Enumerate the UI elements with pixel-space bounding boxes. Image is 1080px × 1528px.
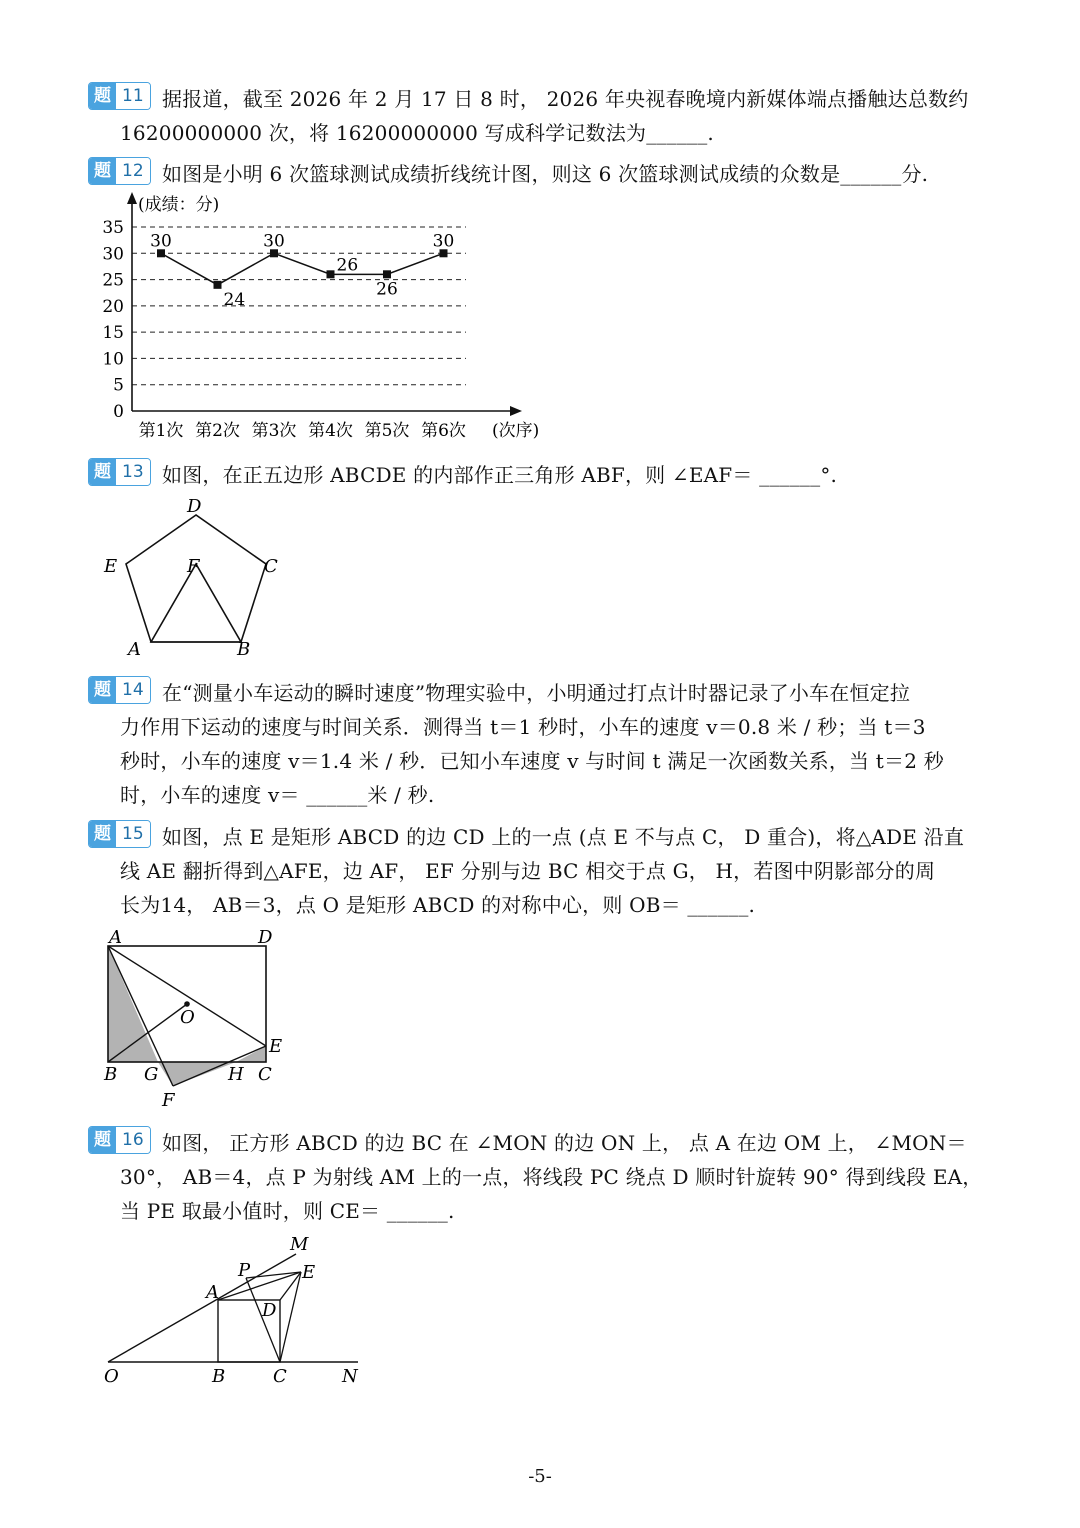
label-N: N — [342, 1366, 358, 1387]
pentagon-figure — [96, 492, 296, 662]
square-angle-figure — [96, 1230, 376, 1390]
label-O: O — [104, 1366, 119, 1387]
rectangle-fold-figure — [96, 922, 316, 1112]
y-tick-label: 35 — [102, 218, 124, 238]
label-O: O — [180, 1007, 195, 1028]
label-D: D — [187, 496, 202, 517]
label-E: E — [269, 1036, 283, 1057]
data-label: 24 — [223, 289, 246, 310]
label-A: A — [109, 927, 122, 948]
question-text: 如图，点 E 是矩形 ABCD 的边 CD 上的一点 (点 E 不与点 C， D 重合)，将△ADE 沿直 线 AE 翻折得到△AFE，边 AF， EF 分别与边 BC 相交于点 G， H，若图中阴影部分的周 长为14， AB＝3，点 O 是矩形 ABCD 的对称中心，则 OB＝ ______. — [120, 825, 965, 917]
question-tag: 题 11 — [88, 82, 151, 110]
y-tick-label: 0 — [113, 402, 124, 422]
label-B: B — [104, 1064, 118, 1085]
label-A: A — [128, 639, 141, 660]
label-C: C — [273, 1366, 287, 1387]
x-tick-label: 第5次 — [364, 421, 410, 441]
data-point — [214, 281, 222, 289]
data-label: 30 — [263, 231, 285, 252]
y-tick-label: 20 — [102, 296, 124, 317]
page-number: -5- — [528, 1466, 552, 1487]
question-tag: 题 14 — [88, 676, 151, 704]
data-label: 30 — [150, 231, 172, 252]
y-tick-label: 25 — [102, 270, 124, 291]
label-F: F — [187, 556, 200, 577]
label-D: D — [258, 927, 273, 948]
x-tick-label: 第3次 — [251, 421, 297, 441]
data-label: 30 — [432, 231, 455, 252]
question-tag: 题 12 — [88, 157, 151, 185]
question-tag: 题 13 — [88, 458, 151, 486]
label-G: G — [144, 1064, 159, 1085]
label-D: D — [262, 1300, 277, 1321]
question-tag: 题 15 — [88, 820, 151, 848]
label-B: B — [237, 639, 251, 660]
question-16 — [88, 1126, 988, 1228]
label-H: H — [228, 1064, 244, 1085]
label-C: C — [258, 1064, 272, 1085]
y-axis-label: (成绩：分) — [138, 195, 220, 215]
y-tick-label: 30 — [102, 244, 124, 265]
label-B: B — [212, 1366, 226, 1387]
question-text: 如图，在正五边形 ABCDE 的内部作正三角形 ABF，则 ∠EAF＝ ______°. — [162, 463, 838, 487]
question-12 — [88, 157, 988, 191]
line-chart — [96, 190, 566, 445]
y-tick-label: 10 — [102, 349, 124, 370]
question-text: 在“测量小车运动的瞬时速度”物理实验中，小明通过打点计时器记录了小车在恒定拉 力作用下运动的速度与时间关系．测得当 t＝1 秒时，小车的速度 v＝0.8 米 / 秒；当 t＝3 秒时，小车的速度 v＝1.4 米 / 秒．已知小车速度 v 与时间 t 满足一次函数关系，当 t＝2 秒 时，小车的速度 v＝ ______米 / 秒. — [120, 681, 944, 807]
label-C: C — [264, 556, 278, 577]
x-tick-label: 第2次 — [195, 421, 240, 441]
y-tick-label: 15 — [102, 323, 124, 344]
label-A: A — [206, 1282, 219, 1303]
y-axis-arrow — [127, 192, 137, 204]
data-label: 26 — [376, 279, 398, 300]
label-E: E — [104, 556, 118, 577]
label-F: F — [162, 1090, 175, 1111]
x-tick-label: 第1次 — [138, 421, 184, 441]
question-13 — [88, 458, 988, 492]
question-text: 如图， 正方形 ABCD 的边 BC 在 ∠MON 的边 ON 上， 点 A 在边 OM 上， ∠MON＝ 30°， AB＝4，点 P 为射线 AM 上的一点，将线段 PC 绕点 D 顺时针旋转 90° 得到线段 EA， 当 PE 取最小值时，则 CE＝ ______. — [120, 1131, 983, 1223]
x-axis-arrow — [510, 406, 522, 416]
x-tick-label: 第6次 — [421, 421, 466, 441]
question-text: 如图是小明 6 次篮球测试成绩折线统计图，则这 6 次篮球测试成绩的众数是______分. — [162, 162, 929, 186]
question-text: 据报道，截至 2026 年 2 月 17 日 8 时， 2026 年央视春晚境内新媒体端点播触达总数约 16200000000 次，将 16200000000 写成科学记数法为______. — [120, 87, 969, 145]
label-M: M — [290, 1234, 309, 1255]
question-11 — [88, 82, 988, 150]
series-line — [161, 253, 444, 285]
y-tick-label: 5 — [113, 375, 124, 396]
question-15 — [88, 820, 988, 922]
x-axis-label: (次序) — [492, 421, 540, 441]
data-label: 26 — [336, 255, 359, 276]
question-tag: 题 16 — [88, 1126, 151, 1154]
question-14 — [88, 676, 988, 812]
x-tick-label: 第4次 — [308, 421, 353, 441]
label-P: P — [238, 1260, 251, 1281]
data-point — [383, 270, 391, 278]
data-point — [327, 270, 335, 278]
label-E: E — [302, 1262, 316, 1283]
